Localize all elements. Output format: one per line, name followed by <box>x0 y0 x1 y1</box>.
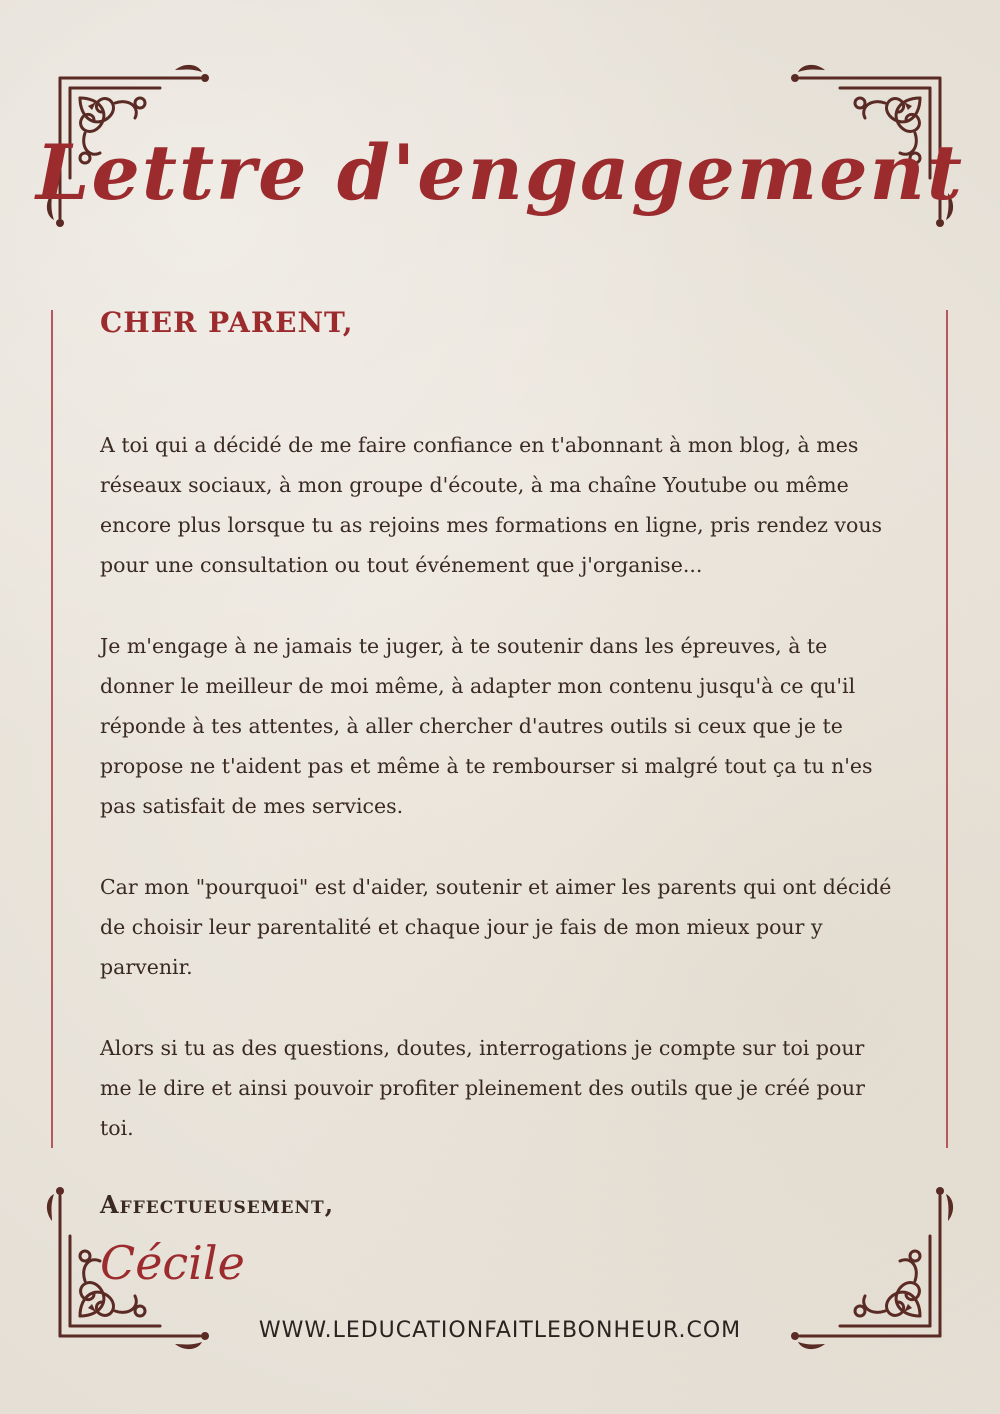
letter-paragraph: Alors si tu as des questions, doutes, interrogations je compte sur toi pour me le dire et ainsi pouvoir profiter pleinement des outils que je créé pour toi. <box>100 1036 865 1140</box>
right-divider-line <box>946 310 948 1148</box>
letter-paragraph: Car mon "pourquoi" est d'aider, soutenir et aimer les parents qui ont décidé de choisir leur parentalité et chaque jour je fais de mon mieux pour y parvenir. <box>100 875 892 979</box>
closing-line: Affectueusement, <box>100 1190 335 1219</box>
letter-paragraph: Je m'engage à ne jamais te juger, à te soutenir dans les épreuves, à te donner le meilleur de moi même, à adapter mon contenu jusqu'à ce qu'il réponde à tes attentes, à aller chercher d'autres outils si ceux que je te propose ne t'aident pas et même à te rembourser si malgré tout ça tu n'es pas satisfait de mes services. <box>100 634 873 818</box>
website-url: WWW.LEDUCATIONFAITLEBONHEUR.COM <box>258 1318 742 1343</box>
left-divider-line <box>51 310 53 1148</box>
letter-paragraph: A toi qui a décidé de me faire confiance en t'abonnant à mon blog, à mes réseaux sociaux, à mon groupe d'écoute, à ma chaîne Youtube ou même encore plus lorsque tu as rejoins mes formations en ligne, pris rendez vous pour une consultation ou tout événement que j'organise... <box>100 433 883 577</box>
letter-body <box>100 425 900 1189</box>
signature: Cécile <box>100 1236 245 1290</box>
page-title: Lettre d'engagement <box>36 128 964 217</box>
greeting-heading: CHER PARENT, <box>100 306 354 339</box>
